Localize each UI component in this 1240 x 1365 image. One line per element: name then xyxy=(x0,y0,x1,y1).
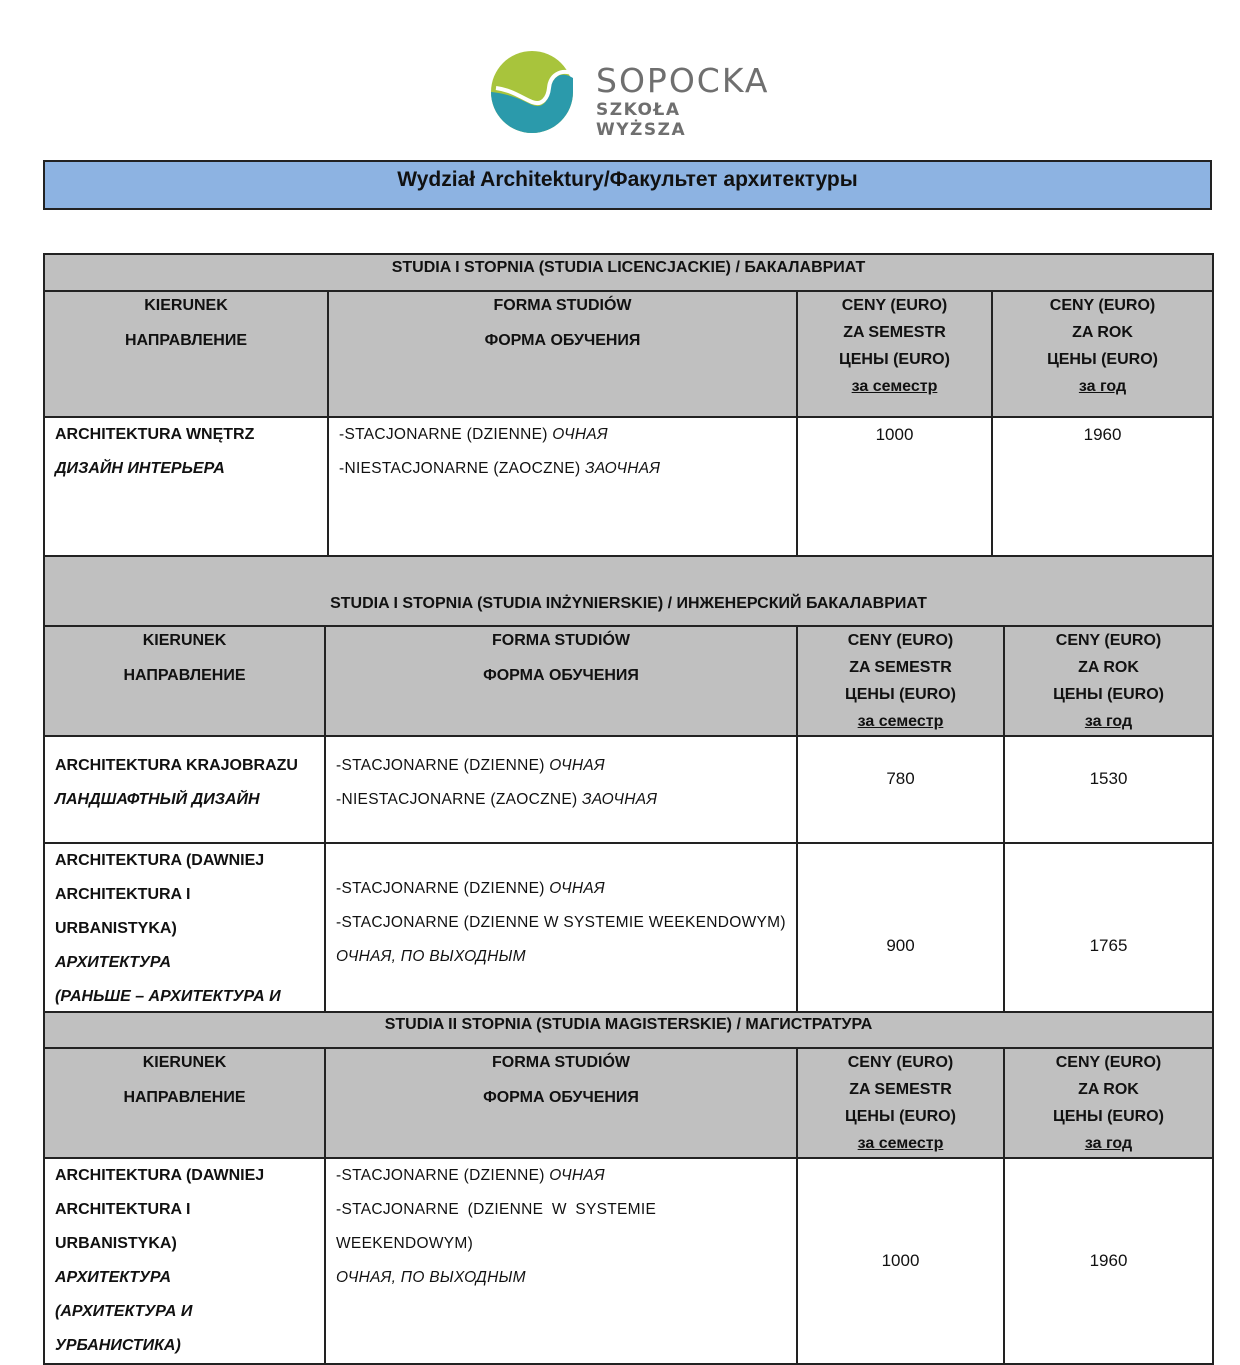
price-year: 1765 xyxy=(1004,843,1213,1049)
study-form-cell: -STACJONARNE (DZIENNE) ОЧНАЯ -STACJONARNE (DZIENNE W SYSTEMIE WEEKENDOWYM) ОЧНАЯ, ПО ВЫХОДНЫМ xyxy=(325,1158,797,1364)
logo-wordmark: SOPOCKA xyxy=(596,61,770,100)
logo-emblem-icon xyxy=(490,48,580,138)
header-price-semester: CENY (EURO) ZA SEMESTR ЦЕНЫ (EURO) за семестр xyxy=(797,1048,1004,1158)
header-price-year: CENY (EURO) ZA ROK ЦЕНЫ (EURO) за год xyxy=(1004,1048,1213,1158)
price-semester: 1000 xyxy=(797,417,992,556)
price-year: 1960 xyxy=(992,417,1213,556)
section-title: STUDIA I STOPNIA (STUDIA LICENCJACKIE) / БАКАЛАВРИАТ xyxy=(44,254,1213,291)
header-study-form: FORMA STUDIÓW ФОРМА ОБУЧЕНИЯ xyxy=(328,291,797,417)
direction-cell: ARCHITEKTURA WNĘTRZ ДИЗАЙН ИНТЕРЬЕРА xyxy=(44,417,328,556)
price-semester: 1000 xyxy=(797,1158,1004,1364)
price-semester: 780 xyxy=(797,736,1004,843)
section-title: STUDIA I STOPNIA (STUDIA INŻYNIERSKIE) / ИНЖЕНЕРСКИЙ БАКАЛАВРИАТ xyxy=(44,556,1213,626)
logo-subtitle: SZKOŁA WYŻSZA xyxy=(596,100,687,140)
price-year: 1960 xyxy=(1004,1158,1213,1364)
section-master-table xyxy=(43,1011,1214,1365)
section-title: STUDIA II STOPNIA (STUDIA MAGISTERSKIE) / МАГИСТРАТУРА xyxy=(44,1012,1213,1048)
study-form-cell: -STACJONARNE (DZIENNE) ОЧНАЯ -NIESTACJONARNE (ZAOCZNE) ЗАОЧНАЯ xyxy=(328,417,797,556)
direction-cell: ARCHITEKTURA KRAJOBRAZU ЛАНДШАФТНЫЙ ДИЗАЙН xyxy=(44,736,325,843)
school-logo xyxy=(490,48,770,140)
header-price-semester: CENY (EURO) ZA SEMESTR ЦЕНЫ (EURO) за семестр xyxy=(797,626,1004,736)
direction-cell: ARCHITEKTURA (DAWNIEJ ARCHITEKTURA I URBANISTYKA) АРХИТЕКТУРА (АРХИТЕКТУРА И УРБАНИСТИКА) xyxy=(44,1158,325,1364)
header-direction: KIERUNEK НАПРАВЛЕНИЕ xyxy=(44,291,328,417)
faculty-title: Wydział Architektury/Факультет архитектуры xyxy=(43,160,1212,210)
table-row xyxy=(44,1158,1213,1364)
header-price-year: CENY (EURO) ZA ROK ЦЕНЫ (EURO) за год xyxy=(992,291,1213,417)
study-form-cell: -STACJONARNE (DZIENNE) ОЧНАЯ -NIESTACJONARNE (ZAOCZNE) ЗАОЧНАЯ xyxy=(325,736,797,843)
header-study-form: FORMA STUDIÓW ФОРМА ОБУЧЕНИЯ xyxy=(325,626,797,736)
price-semester: 900 xyxy=(797,843,1004,1049)
study-form-cell: -STACJONARNE (DZIENNE) ОЧНАЯ -STACJONARNE (DZIENNE W SYSTEMIE WEEKENDOWYM) ОЧНАЯ, ПО ВЫХОДНЫМ xyxy=(325,843,797,1049)
header-price-year: CENY (EURO) ZA ROK ЦЕНЫ (EURO) за год xyxy=(1004,626,1213,736)
price-year: 1530 xyxy=(1004,736,1213,843)
direction-cell: ARCHITEKTURA (DAWNIEJ ARCHITEKTURA I URBANISTYKA) АРХИТЕКТУРА (РАНЬШЕ – АРХИТЕКТУРА И xyxy=(44,843,325,1049)
header-price-semester: CENY (EURO) ZA SEMESTR ЦЕНЫ (EURO) за семестр xyxy=(797,291,992,417)
header-direction: KIERUNEK НАПРАВЛЕНИЕ xyxy=(44,1048,325,1158)
header-study-form: FORMA STUDIÓW ФОРМА ОБУЧЕНИЯ xyxy=(325,1048,797,1158)
section-engineering-table xyxy=(43,555,1214,1050)
section-bachelor-table xyxy=(43,253,1214,557)
table-row xyxy=(44,417,1213,556)
header-direction: KIERUNEK НАПРАВЛЕНИЕ xyxy=(44,626,325,736)
table-row xyxy=(44,736,1213,843)
